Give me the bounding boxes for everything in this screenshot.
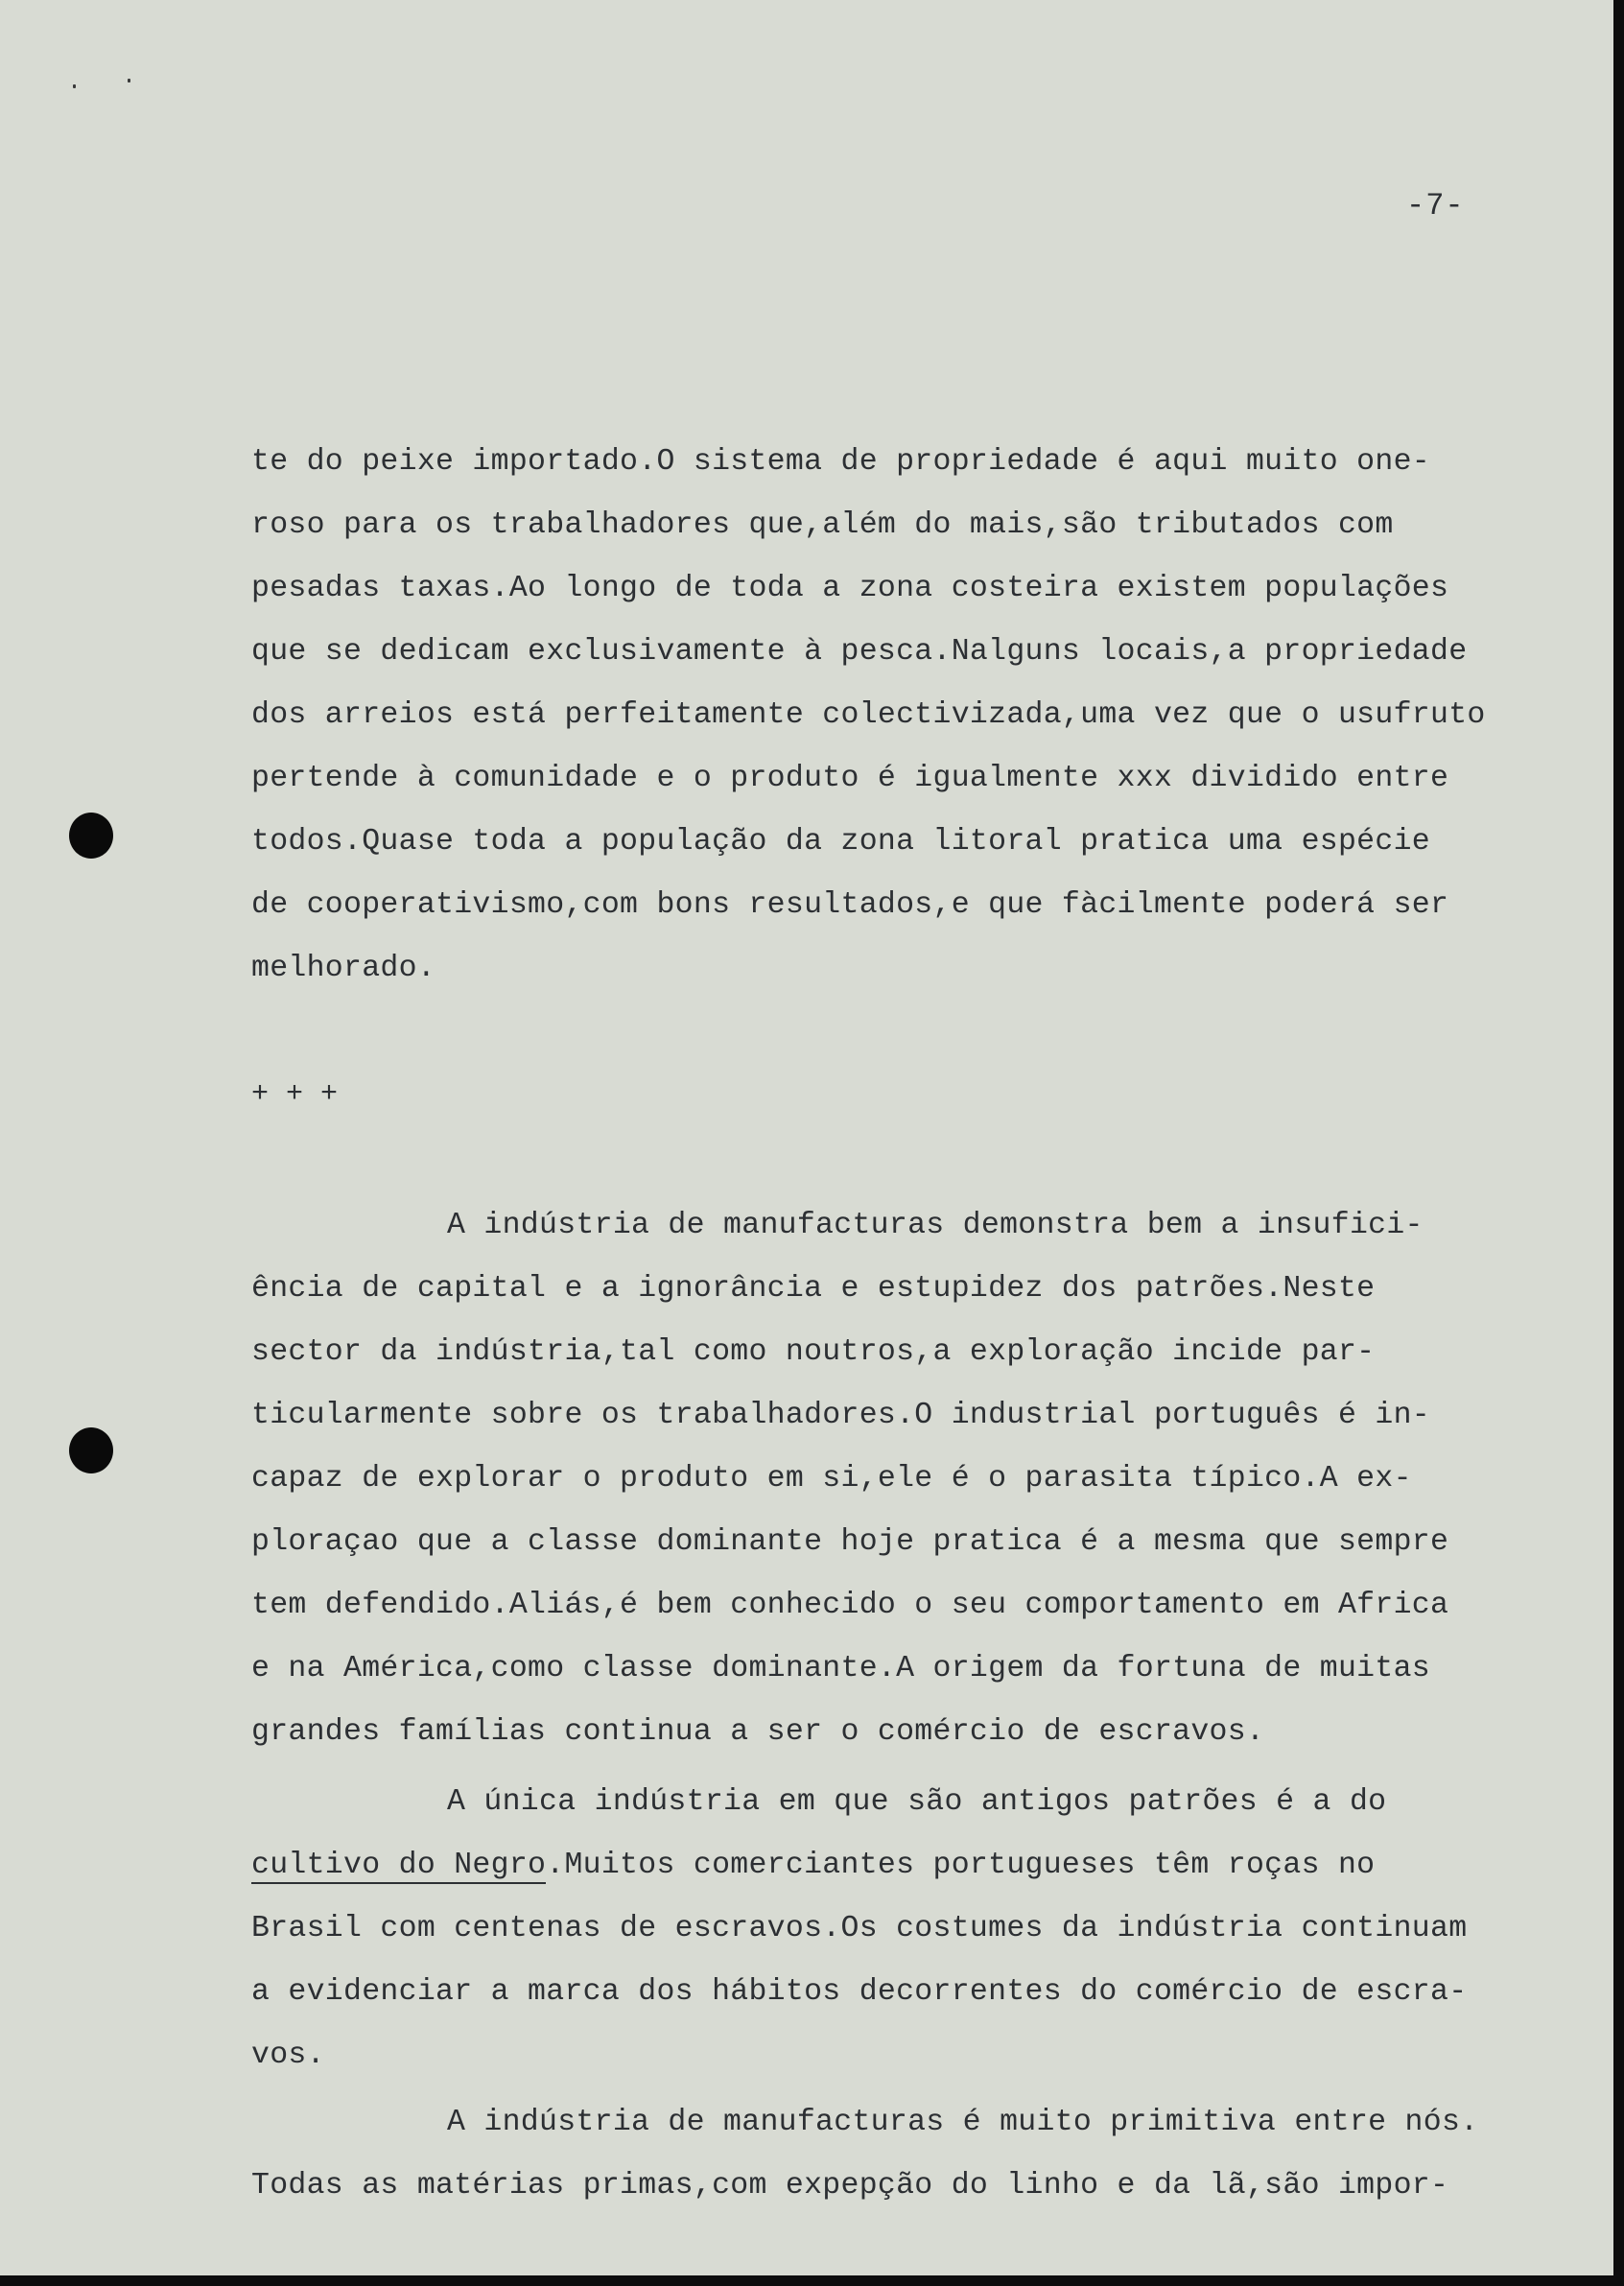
- text-line: A indústria de manufacturas é muito primitiva entre nós.: [447, 2106, 1479, 2139]
- text-line: e na América,como classe dominante.A origem da fortuna de muitas: [251, 1652, 1430, 1685]
- ink-speck: [73, 84, 76, 88]
- paragraph-4: [251, 2091, 1594, 2218]
- text-line: roso para os trabalhadores que,além do mais,são tributados com: [251, 508, 1394, 542]
- text-line: capaz de explorar o produto em si,ele é o parasita típico.A ex-: [251, 1462, 1412, 1496]
- text-line: [251, 1834, 1594, 1897]
- text-line: tem defendido.Aliás,é bem conhecido o seu comportamento em Africa: [251, 1589, 1449, 1622]
- text-line: ticularmente sobre os trabalhadores.O industrial português é in-: [251, 1399, 1430, 1432]
- text-line: melhorado.: [251, 952, 436, 985]
- text-line: A única indústria em que são antigos patrões é a do: [447, 1785, 1387, 1819]
- text-line: grandes famílias continua a ser o comércio de escravos.: [251, 1715, 1265, 1749]
- text-line: pertende à comunidade e o produto é igualmente xxx dividido entre: [251, 762, 1449, 795]
- text-line: Todas as matérias primas,com expepção do linho e da lã,são impor-: [251, 2169, 1449, 2203]
- text-line: ploraçao que a classe dominante hoje pratica é a mesma que sempre: [251, 1525, 1449, 1559]
- page-number: -7-: [1406, 188, 1465, 224]
- text-run: .Muitos comerciantes portugueses têm roças no: [546, 1849, 1376, 1882]
- text-line: sector da indústria,tal como noutros,a exploração incide par-: [251, 1335, 1376, 1369]
- text-line: a evidenciar a marca dos hábitos decorrentes do comércio de escra-: [251, 1975, 1468, 2009]
- paragraph-2: [251, 1194, 1594, 1764]
- paragraph-1: [251, 431, 1594, 1001]
- section-separator: + + +: [251, 1078, 339, 1111]
- text-line: que se dedicam exclusivamente à pesca.Nalguns locais,a propriedade: [251, 635, 1468, 669]
- text-line: todos.Quase toda a população da zona litoral pratica uma espécie: [251, 825, 1430, 859]
- text-line: A indústria de manufacturas demonstra bem a insufici-: [447, 1209, 1424, 1242]
- text-line: dos arreios está perfeitamente colectivizada,uma vez que o usufruto: [251, 698, 1486, 732]
- text-line: te do peixe importado.O sistema de propriedade é aqui muito one-: [251, 445, 1430, 479]
- text-line: de cooperativismo,com bons resultados,e que fàcilmente poderá ser: [251, 888, 1449, 922]
- paragraph-3: [251, 1771, 1594, 2087]
- ink-speck: [128, 79, 130, 82]
- underlined-phrase: cultivo do Negro: [251, 1849, 547, 1882]
- text-line: vos.: [251, 2039, 325, 2072]
- text-line: Brasil com centenas de escravos.Os costumes da indústria continuam: [251, 1912, 1468, 1945]
- punch-hole: [69, 813, 113, 859]
- text-line: ência de capital e a ignorância e estupidez dos patrões.Neste: [251, 1272, 1376, 1306]
- punch-hole: [69, 1427, 113, 1473]
- text-line: pesadas taxas.Ao longo de toda a zona costeira existem populações: [251, 572, 1449, 605]
